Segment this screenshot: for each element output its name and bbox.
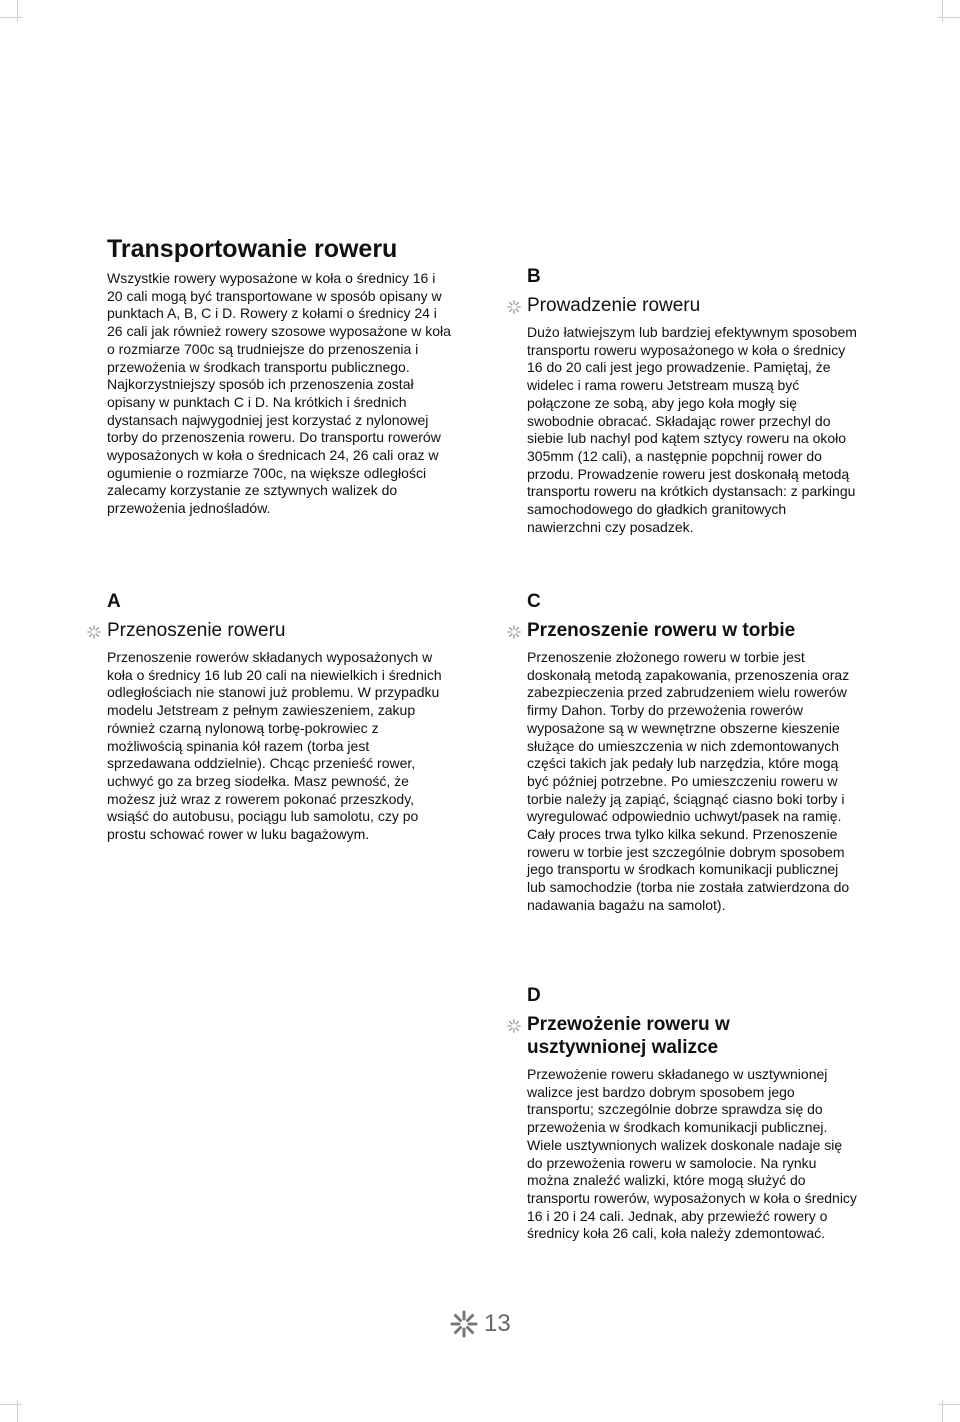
sunburst-icon xyxy=(507,625,521,639)
section-a xyxy=(107,591,452,844)
section-c-letter: C xyxy=(527,591,541,612)
section-b xyxy=(527,266,857,536)
section-a-text: Przenoszenie rowerów składanych wyposażonych w koła o średnicy 16 lub 20 cali na niewielkich i średnich odległościach nie stanowi już problemu. W przypadku modelu Jetstream z pełnym zawieszeniem, zakup również czarną nylonową torbę-pokrowiec z możliwością spinania kół razem (torba jest sprzedawana oddzielnie). Chcąc przenieść rower, uchwyć go za brzeg siodełka. Masz pewność, że możesz już wraz z rowerem pokonać przeszkody, wsiąść do autobusu, pociągu lub samolotu, czy po prostu schować rower w luku bagażowym. xyxy=(107,649,442,843)
section-d-letter: D xyxy=(527,985,541,1006)
intro-text: Wszystkie rowery wyposażone w koła o średnicy 16 i 20 cali mogą być transportowane w sposób opisany w punktach A, B, C i D. Rowery z kołami o średnicy 24 i 26 cali jak również rowery szosowe wyposażone w koła o rozmiarze 700c są trudniejsze do przenoszenia i przewożenia w środkach transportu publicznego. Najkorzystniejszy sposób ich przenoszenia został opisany w punktach C i D. Na krótkich i średnich dystansach najwygodniej jest korzystać z nylonowej torby do przenoszenia roweru. Do transportu rowerów wyposażonych w koła o średnicach 24, 26 cali oraz w ogumienie o rozmiarze 700c, na większe odległości zalecamy korzystanie ze sztywnych walizek do przewożenia jednośladów. xyxy=(107,270,451,517)
section-d xyxy=(527,985,857,1243)
section-c-text: Przenoszenie złożonego roweru w torbie jest doskonałą metodą zapakowania, przenoszenia oraz zabezpieczenia przed zabrudzeniem wielu rowerów firmy Dahon. Torby do przewożenia rowerów wyposażone są w wewnętrzne obszerne kieszenie służące do umieszczenia w nich zdemontowanych części takich jak pedały lub narzędzia, które mogą być później potrzebne. Po umieszczeniu roweru w torbie należy ją zapiąć, ściągnąć ciasno boki torby i wyregulować odpowiednio uchwyt/pasek na ramię. Cały proces trwa tylko kilka sekund. Przenoszenie roweru w torbie jest szczególnie dobrym sposobem jego transportu w środkach komunikacji publicznej lub samochodzie (torba nie została zatwierdzona do nadawania bagażu na samolot). xyxy=(527,649,850,913)
section-b-letter: B xyxy=(527,266,541,287)
intro-section xyxy=(107,234,452,518)
page-footer xyxy=(450,1310,511,1338)
page-title: Transportowanie roweru xyxy=(107,235,398,263)
crop-mark-bottom-left-h xyxy=(0,1404,22,1405)
section-c-title: Przenoszenie roweru w torbie xyxy=(527,620,796,641)
crop-mark-bottom-left-v xyxy=(17,1400,18,1422)
section-b-text: Dużo łatwiejszym lub bardziej efektywnym sposobem transportu roweru wyposażonego w koła o średnicy 16 do 20 cali jest jego prowadzenie. Pamiętaj, że widelec i rama roweru Jetstream muszą być połączone ze sobą, aby jego koła mogły się swobodnie obracać. Składając rower przechyl do siebie lub nachyl pod kątem sztycy roweru na około 305mm (12 cali), a następnie popchnij rower do przodu. Prowadzenie roweru jest doskonałą metodą transportu roweru na krótkich dystansach: z parkingu samochodowego do gładkich granitowych nawierzchni czy posadzek. xyxy=(527,324,857,535)
section-d-title: Przewożenie roweru w usztywnionej walizce xyxy=(527,1014,730,1058)
section-c xyxy=(527,591,857,915)
section-b-title: Prowadzenie roweru xyxy=(527,295,701,316)
crop-mark-top-left-v xyxy=(17,0,18,22)
sunburst-logo-icon xyxy=(450,1310,478,1338)
page-number: 13 xyxy=(484,1310,511,1337)
section-a-letter: A xyxy=(107,591,121,612)
crop-mark-top-right-v xyxy=(942,0,943,22)
crop-mark-top-left-h xyxy=(0,17,22,18)
section-a-title: Przenoszenie roweru xyxy=(107,620,286,641)
section-d-text: Przewożenie roweru składanego w usztywnionej walizce jest bardzo dobrym sposobem jego transportu; szczególnie dobrze sprawdza się do przewożenia w środkach komunikacji publicznej. Wiele usztywnionych walizek doskonale nadaje się do przewożenia roweru w samolocie. Na rynku można znaleźć walizki, które mogą służyć do transportu rowerów, wyposażonych w koła o średnicy 16 i 20 i 24 cali. Jednak, aby przewieźć rowery o średnicy koła 26 cali, koła należy zdemontować. xyxy=(527,1066,857,1242)
sunburst-icon xyxy=(87,625,101,639)
sunburst-icon xyxy=(507,300,521,314)
sunburst-icon xyxy=(507,1019,521,1033)
crop-mark-bottom-right-v xyxy=(942,1400,943,1422)
